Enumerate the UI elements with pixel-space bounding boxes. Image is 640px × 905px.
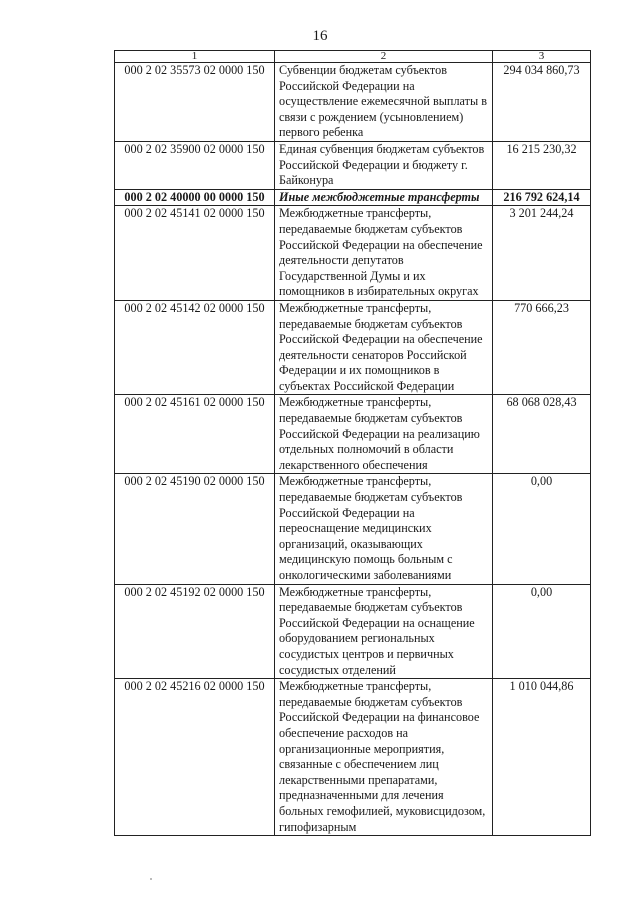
revenue-name: Межбюджетные трансферты, передаваемые бюджетам субъектов Российской Федерации на оснащение оборудованием региональных сосудистых центров и первичных сосудистых отделений bbox=[275, 584, 493, 679]
amount: 0,00 bbox=[493, 474, 591, 584]
amount: 770 666,23 bbox=[493, 300, 591, 395]
budget-table bbox=[114, 50, 591, 836]
amount: 216 792 624,14 bbox=[493, 189, 591, 206]
revenue-name: Субвенции бюджетам субъектов Российской Федерации на осуществление ежемесячной выплаты в связи с рождением (усыновлением) первого ребенка bbox=[275, 63, 493, 142]
revenue-name: Иные межбюджетные трансферты bbox=[275, 189, 493, 206]
budget-code: 000 2 02 45161 02 0000 150 bbox=[115, 395, 275, 474]
budget-code: 000 2 02 45192 02 0000 150 bbox=[115, 584, 275, 679]
revenue-name: Межбюджетные трансферты, передаваемые бюджетам субъектов Российской Федерации на обеспечение деятельности сенаторов Российской Федерации и их помощников в субъектах Российской Федерации bbox=[275, 300, 493, 395]
budget-code: 000 2 02 45142 02 0000 150 bbox=[115, 300, 275, 395]
revenue-name: Единая субвенция бюджетам субъектов Российской Федерации и бюджету г. Байконура bbox=[275, 141, 493, 189]
revenue-name: Межбюджетные трансферты, передаваемые бюджетам субъектов Российской Федерации на переоснащение медицинских организаций, оказывающих медицинскую помощь больным с онкологическими заболеваниями bbox=[275, 474, 493, 584]
budget-code: 000 2 02 35573 02 0000 150 bbox=[115, 63, 275, 142]
revenue-name: Межбюджетные трансферты, передаваемые бюджетам субъектов Российской Федерации на финансовое обеспечение расходов на организационные мероприятия, связанные с обеспечением лиц лекарственными препаратами, предназначенными для лечения больных гемофилией, муковисцидозом, гипофизарным bbox=[275, 679, 493, 836]
table-row bbox=[115, 300, 591, 395]
budget-code: 000 2 02 45190 02 0000 150 bbox=[115, 474, 275, 584]
amount: 294 034 860,73 bbox=[493, 63, 591, 142]
table-row bbox=[115, 474, 591, 584]
table-row bbox=[115, 584, 591, 679]
revenue-name: Межбюджетные трансферты, передаваемые бюджетам субъектов Российской Федерации на обеспечение деятельности депутатов Государственной Думы и их помощников в избирательных округах bbox=[275, 206, 493, 301]
scan-speck bbox=[150, 878, 152, 880]
budget-code: 000 2 02 40000 00 0000 150 bbox=[115, 189, 275, 206]
table-header-row bbox=[115, 51, 591, 63]
table-row bbox=[115, 679, 591, 836]
revenue-name: Межбюджетные трансферты, передаваемые бюджетам субъектов Российской Федерации на реализацию отдельных полномочий в области лекарственного обеспечения bbox=[275, 395, 493, 474]
column-header-2: 2 bbox=[275, 51, 493, 63]
budget-code: 000 2 02 45216 02 0000 150 bbox=[115, 679, 275, 836]
amount: 3 201 244,24 bbox=[493, 206, 591, 301]
table-row bbox=[115, 63, 591, 142]
amount: 68 068 028,43 bbox=[493, 395, 591, 474]
page-number: 16 bbox=[312, 28, 328, 44]
table-row-total bbox=[115, 189, 591, 206]
column-header-1: 1 bbox=[115, 51, 275, 63]
table-row bbox=[115, 395, 591, 474]
amount: 1 010 044,86 bbox=[493, 679, 591, 836]
budget-code: 000 2 02 45141 02 0000 150 bbox=[115, 206, 275, 301]
amount: 0,00 bbox=[493, 584, 591, 679]
table-row bbox=[115, 206, 591, 301]
budget-code: 000 2 02 35900 02 0000 150 bbox=[115, 141, 275, 189]
amount: 16 215 230,32 bbox=[493, 141, 591, 189]
column-header-3: 3 bbox=[493, 51, 591, 63]
table-row bbox=[115, 141, 591, 189]
